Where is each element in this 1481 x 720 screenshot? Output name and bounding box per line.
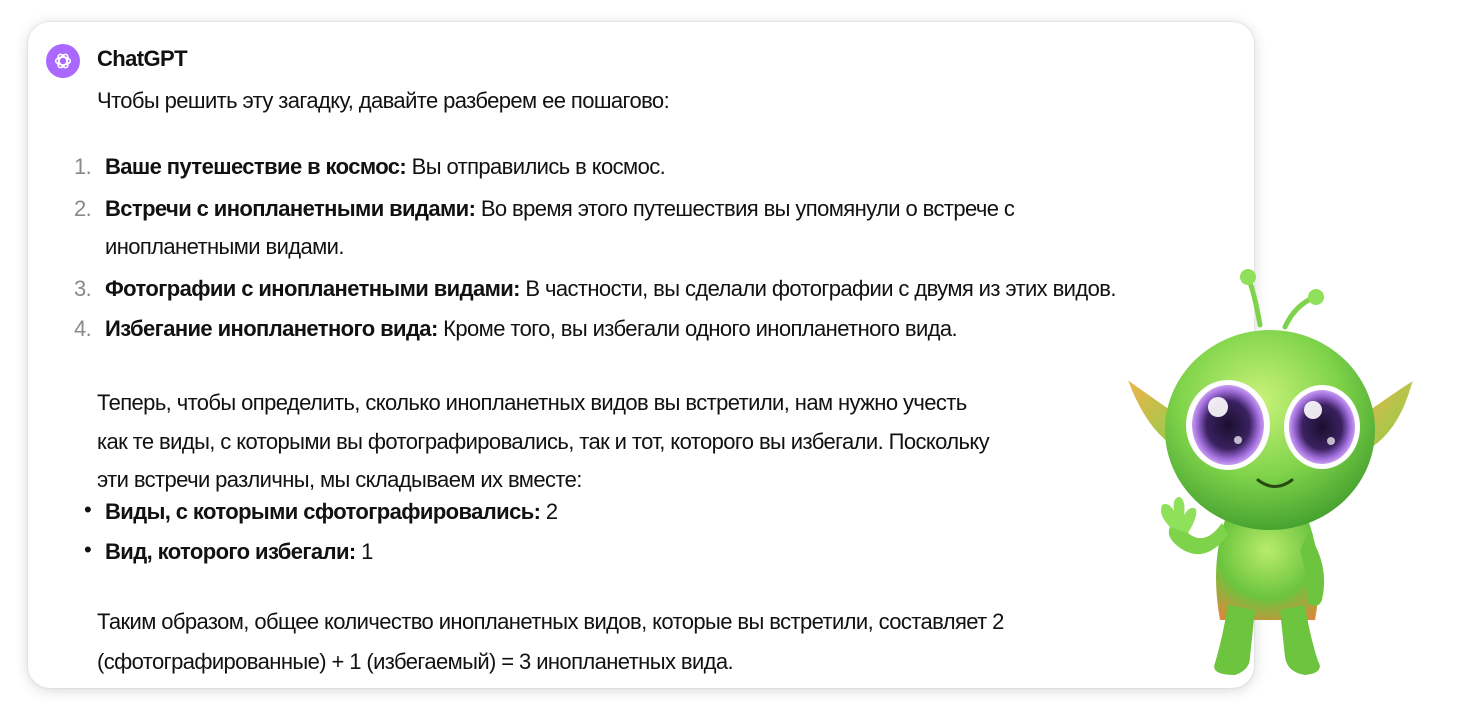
alien-illustration	[1110, 265, 1420, 685]
step-text: Вы отправились в космос.	[406, 154, 666, 179]
bullet-dot: •	[84, 497, 92, 522]
bullet-title: Вид, которого избегали:	[105, 539, 356, 564]
bullet-text: 2	[540, 499, 558, 524]
step-text: Кроме того, вы избегали одного инопланетного вида.	[437, 316, 958, 341]
step-number: 4.	[74, 316, 92, 341]
bullet-title: Виды, с которыми сфотографировались:	[105, 499, 541, 524]
list-item	[105, 316, 957, 342]
step-title: Встречи с инопланетными видами:	[105, 196, 476, 221]
conclusion-line: Таким образом, общее количество инопланетных видов, которые вы встретили, составляет 2	[97, 609, 1004, 634]
step-text-continued: инопланетными видами.	[105, 234, 344, 259]
step-title: Избегание инопланетного вида:	[105, 316, 438, 341]
sender-name: ChatGPT	[97, 46, 187, 71]
bullet-dot: •	[84, 537, 92, 562]
bullet-item	[105, 499, 558, 525]
paragraph-line: Теперь, чтобы определить, сколько инопланетных видов вы встретили, нам нужно учесть	[97, 390, 967, 415]
step-title: Ваше путешествие в космос:	[105, 154, 407, 179]
openai-logo-icon	[46, 44, 80, 78]
step-text: В частности, вы сделали фотографии с двумя из этих видов.	[519, 276, 1116, 301]
step-number: 2.	[74, 196, 92, 221]
list-item	[105, 196, 1014, 222]
list-item	[105, 276, 1116, 302]
step-number: 1.	[74, 154, 92, 179]
chat-message-card	[28, 22, 1254, 688]
step-title: Фотографии с инопланетными видами:	[105, 276, 520, 301]
intro-text: Чтобы решить эту загадку, давайте разберем ее пошагово:	[97, 88, 670, 113]
step-number: 3.	[74, 276, 92, 301]
conclusion-line: (сфотографированные) + 1 (избегаемый) = 3 инопланетных вида.	[97, 649, 734, 674]
paragraph-line: как те виды, с которыми вы фотографировались, так и тот, которого вы избегали. Поскольку	[97, 429, 990, 454]
list-item	[105, 154, 665, 180]
paragraph-line: эти встречи различны, мы складываем их вместе:	[97, 467, 582, 492]
bullet-text: 1	[355, 539, 373, 564]
bullet-item	[105, 539, 373, 565]
step-text: Во время этого путешествия вы упомянули о встрече с	[475, 196, 1015, 221]
